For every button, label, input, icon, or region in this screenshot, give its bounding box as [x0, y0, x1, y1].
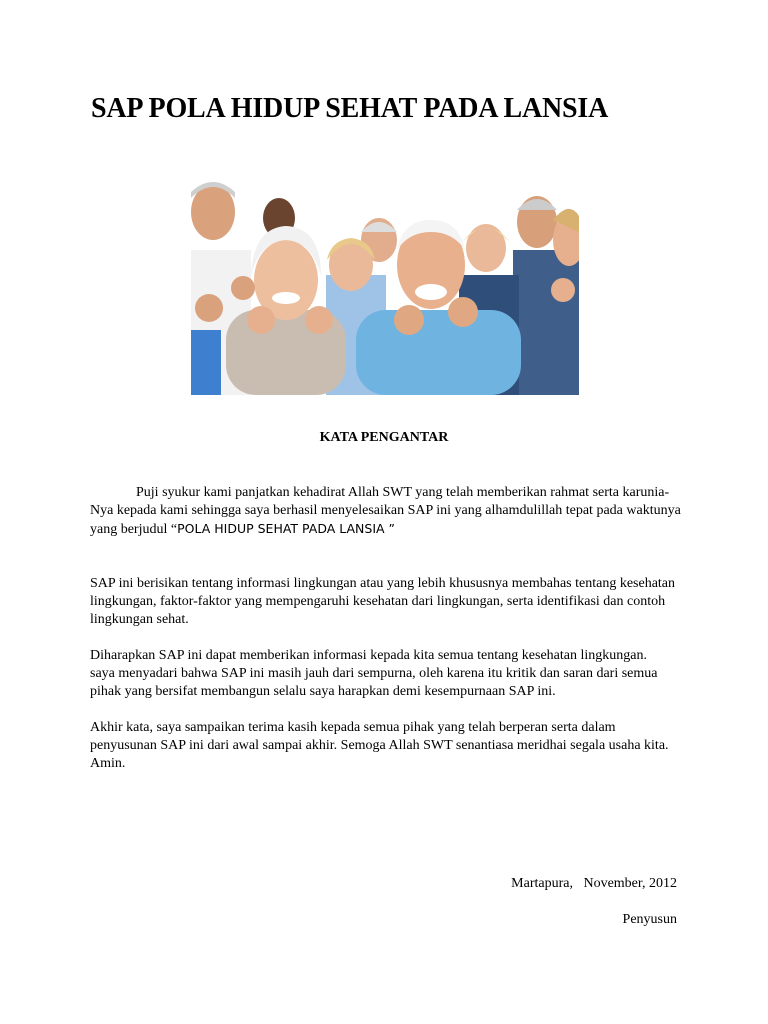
paragraph-intro-text: Puji syukur kami panjatkan kehadirat Allah SWT yang telah memberikan rahmat serta karunia-Nya kepada kami sehingga saya berhasil menyelesaikan SAP ini yang alhamdulillah tepat pada waktunya yang berjudul “ [90, 485, 681, 537]
elderly-group-photo [191, 180, 579, 395]
paragraph-hope-line1: Diharapkan SAP ini dapat memberikan informasi kepada kita semua tentang kesehatan lingkungan. [90, 648, 647, 663]
document-body [90, 484, 685, 791]
paragraph-hope [90, 647, 685, 701]
paragraph-content: SAP ini berisikan tentang informasi lingkungan atau yang lebih khususnya membahas tentang kesehatan lingkungan, faktor-faktor yang mempengaruhi kesehatan dari lingkungan, serta identifikasi dan contoh lingkungan sehat. [90, 576, 676, 627]
paragraph-hope-line2: saya menyadari bahwa SAP ini masih jauh dari sempurna, oleh karena itu kritik dan saran dari semua pihak yang bersifat membangun selalu saya harapkan demi kesempurnaan SAP ini. [90, 666, 658, 699]
quoted-title: POLA HIDUP SEHAT PADA LANSIA ” [177, 521, 396, 536]
document-title: SAP POLA HIDUP SEHAT PADA LANSIA [91, 93, 609, 124]
section-heading: KATA PENGANTAR [319, 430, 449, 445]
paragraph-intro [90, 484, 685, 539]
author-signature: Penyusun [622, 912, 677, 927]
paragraph-closing: Akhir kata, saya sampaikan terima kasih kepada semua pihak yang telah berperan serta dalam penyusunan SAP ini dari awal sampai akhir. Semoga Allah SWT senantiasa meridhai segala usaha kita. Amin. [90, 720, 669, 771]
place-date: Martapura, November, 2012 [511, 876, 677, 891]
